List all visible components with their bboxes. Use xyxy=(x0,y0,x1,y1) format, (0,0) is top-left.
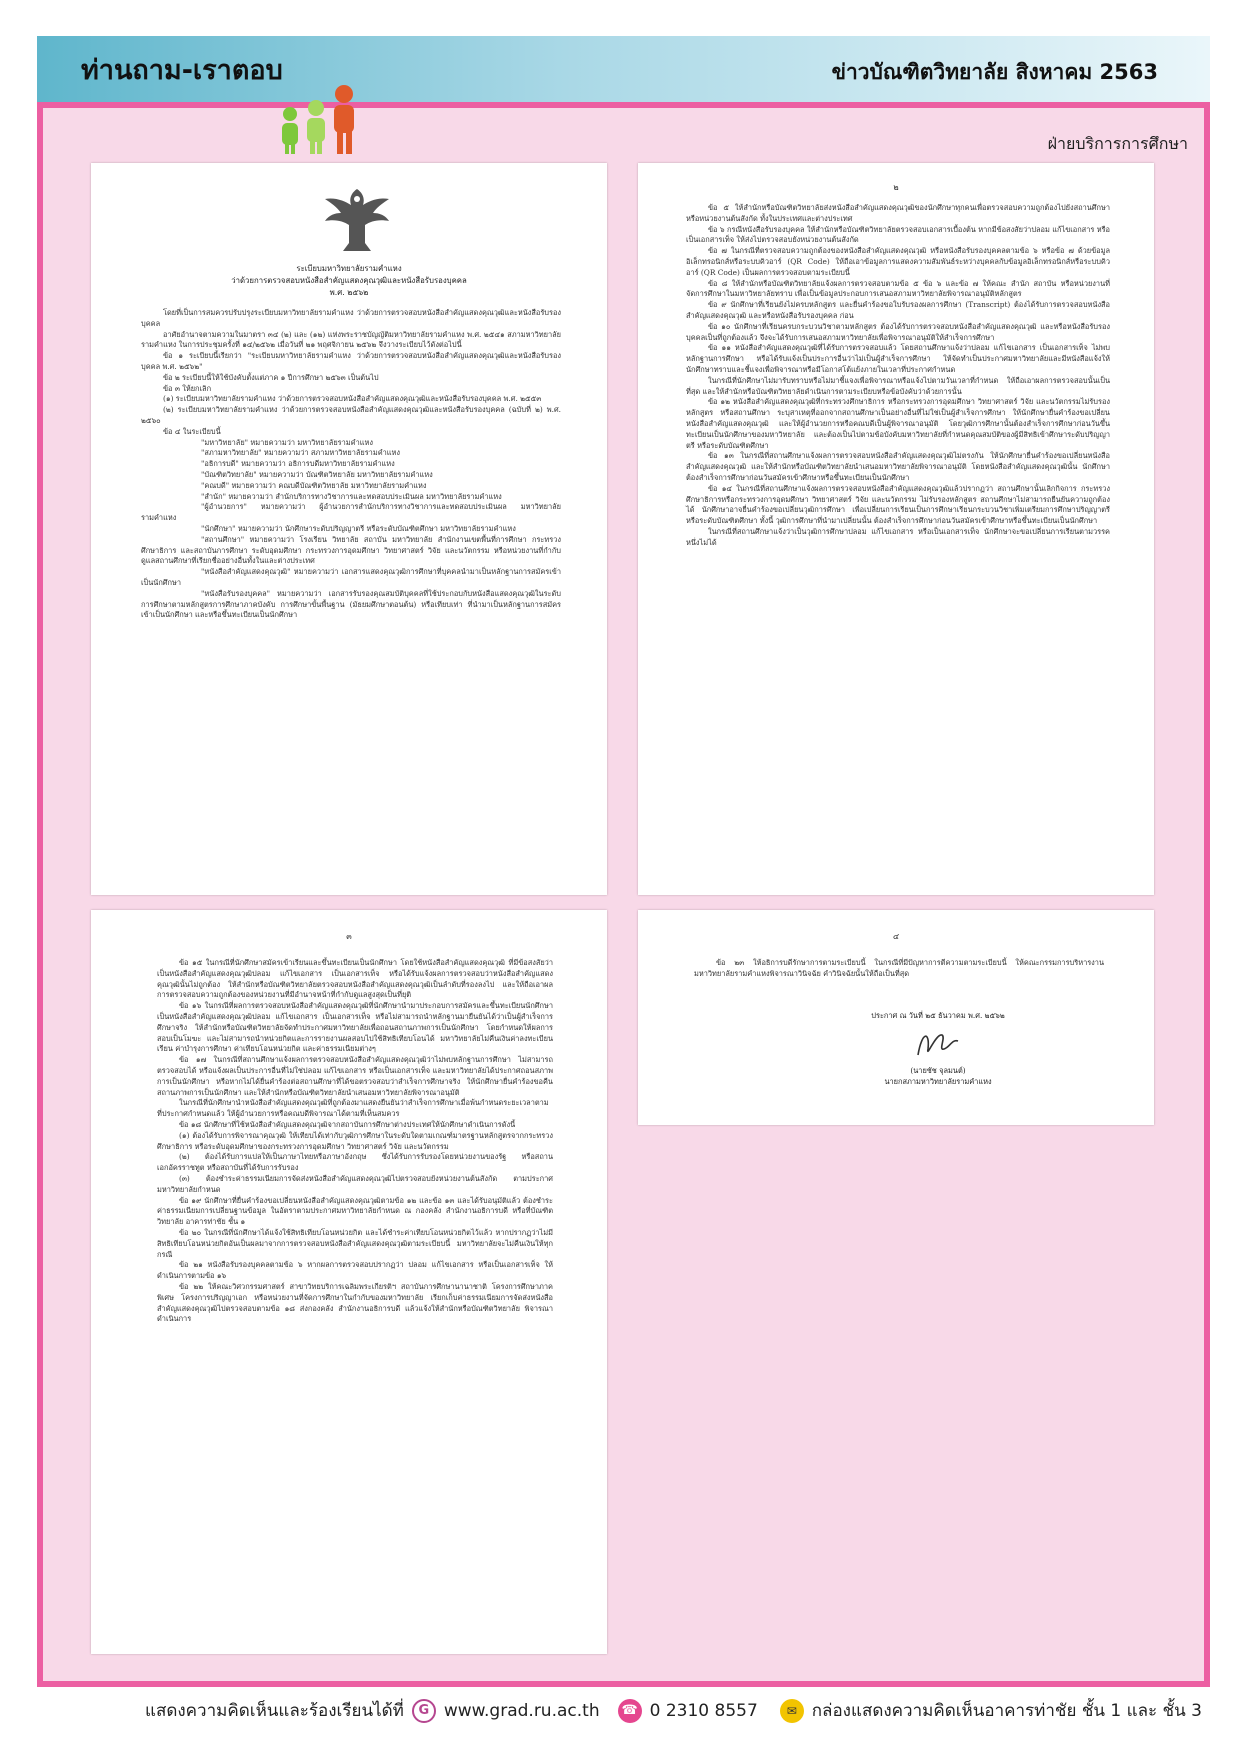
feedback-prompt: แสดงความคิดเห็นและร้องเรียนได้ที่ xyxy=(145,1701,404,1721)
paragraph: ข้อ ๑ ระเบียบนี้เรียกว่า "ระเบียบมหาวิทยาลัยรามคำแหง ว่าด้วยการตรวจสอบหนังสือสำคัญแสดงคุณวุฒิและหนังสือรับรองบุคคล พ.ศ. ๒๕๖๒" xyxy=(141,351,561,371)
paragraph: (๓) ต้องชำระค่าธรรมเนียมการจัดส่งหนังสือสำคัญแสดงคุณวุฒิไปตรวจสอบยังหน่วยงานต้นสังกัด ตามประกาศมหาวิทยาลัยกำหนด xyxy=(157,1173,553,1194)
paragraph: ข้อ ๑๙ นักศึกษาที่ยื่นคำร้องขอเปลี่ยนหนังสือสำคัญแสดงคุณวุฒิตามข้อ ๑๒ และข้อ ๑๓ และได้รับอนุมัติแล้ว ต้องชำระค่าธรรมเนียมการเปลี่ยนฐานข้อมูล ในอัตราตามประกาศมหาวิทยาลัยกำหนด ณ กองคลัง สำนักงานอธิการบดี หรือที่บัณฑิตวิทยาลัย อาคารท่าชัย ชั้น ๑ xyxy=(157,1195,553,1227)
paragraph: ข้อ ๓ ให้ยกเลิก xyxy=(163,383,212,393)
phone-icon: ☎ xyxy=(618,1699,642,1723)
section-title: ท่านถาม-เราตอบ xyxy=(81,55,283,86)
paragraph: ข้อ ๑๖ ในกรณีที่ผลการตรวจสอบหนังสือสำคัญแสดงคุณวุฒิที่นักศึกษานำมาประกอบการสมัครและขึ้นทะเบียนนักศึกษา เป็นหนังสือสำคัญแสดงคุณวุฒิปลอม แก้ไขเอกสาร เป็นเอกสารเท็จ หรือไม่สามารถนำหลักฐานมายืนยันได้ว่าเป็นผู้สำเร็จการศึกษาจริง ให้สำนักหรือบัณฑิตวิทยาลัยจัดทำประกาศมหาวิทยาลัยเพื่อถอนสถานภาพการเป็นนักศึกษา โดยกำหนดให้ผลการสอบเป็นโมฆะ และไม่สามารถนำหน่วยกิตและการรายงานผลสอบไปใช้สิทธิเทียบโอนได้ มหาวิทยาลัยไม่คืนเงินค่าลงทะเบียนเรียน ค่าบำรุงการศึกษา ค่าเทียบโอนหน่วยกิต และค่าธรรมเนียมต่างๆ xyxy=(157,1001,553,1054)
suggestion-box-location: กล่องแสดงความคิดเห็นอาคารท่าชัย ชั้น 1 และ ชั้น 3 xyxy=(811,1701,1202,1721)
paragraph: ข้อ ๘ ให้สำนักหรือบัณฑิตวิทยาลัยแจ้งผลการตรวจสอบตามข้อ ๕ ข้อ ๖ และข้อ ๗ ให้คณะ สำนัก สถาบัน หรือหน่วยงานที่จัดการศึกษาในมหาวิทยาลัยทราบ เพื่อเป็นข้อมูลประกอบการเสนอสภามหาวิทยาลัยพิจารณาอนุมัติหลักสูตร xyxy=(686,278,1110,299)
header-band xyxy=(37,36,1210,102)
announcement-date: ประกาศ ณ วันที่ ๒๕ ธันวาคม พ.ศ. ๒๕๖๒ xyxy=(871,1011,1005,1020)
paragraph: (๑) ระเบียบมหาวิทยาลัยรามคำแหง ว่าด้วยการตรวจสอบหนังสือสำคัญแสดงคุณวุฒิและหนังสือรับรองบุคคล พ.ศ. ๒๕๕๓ xyxy=(163,394,542,404)
phone-number[interactable]: 0 2310 8557 xyxy=(649,1700,758,1721)
paragraph: "สำนัก" หมายความว่า สำนักบริการทางวิชาการและทดสอบประเมินผล มหาวิทยาลัยรามคำแหง xyxy=(201,491,502,501)
website-icon: G xyxy=(412,1699,436,1723)
paragraph: ข้อ ๑๑ หนังสือสำคัญแสดงคุณวุฒิที่ได้รับการตรวจสอบแล้ว โดยสถานศึกษาแจ้งว่าปลอม แก้ไขเอกสาร เป็นเอกสารเท็จ ไม่พบหลักฐานการศึกษา หรือได้รับแจ้งเป็นประการอื่นว่าไม่เป็นผู้สำเร็จการศึกษา ให้จัดทำเป็นประกาศมหาวิทยาลัยและมีหนังสือแจ้งให้นักศึกษาทราบและชี้แจงเพื่อพิจารณาหรือมีโอกาสโต้แย้งภายในเวลาที่ประกาศกำหนด xyxy=(686,343,1110,374)
contact-info xyxy=(145,1697,1202,1724)
paragraph: (๑) ต้องได้รับการพิจารณาคุณวุฒิ ให้เทียบได้เท่ากับวุฒิการศึกษาในระดับใดตามเกณฑ์มาตรฐานหลักสูตรจากกระทรวงศึกษาธิการ หรือระดับอุดมศึกษาของกระทรวงการอุดมศึกษา วิทยาศาสตร์ วิจัย และนวัตกรรม xyxy=(157,1130,553,1151)
paragraph: ข้อ ๙ นักศึกษาที่เรียนยังไม่ครบหลักสูตร และยื่นคำร้องขอใบรับรองผลการศึกษา (Transcript) ต้องได้รับการตรวจสอบหนังสือสำคัญแสดงคุณวุฒิ และหรือหนังสือรับรองบุคคล ก่อน xyxy=(686,300,1110,320)
paragraph: "นักศึกษา" หมายความว่า นักศึกษาระดับปริญญาตรี หรือระดับบัณฑิตศึกษา มหาวิทยาลัยรามคำแหง xyxy=(201,523,516,533)
paragraph: (๒) ระเบียบมหาวิทยาลัยรามคำแหง ว่าด้วยการตรวจสอบหนังสือสำคัญแสดงคุณวุฒิและหนังสือรับรองบุคคล (ฉบับที่ ๒) พ.ศ. ๒๕๖๐ xyxy=(141,405,561,425)
issue-title: ข่าวบัณฑิตวิทยาลัย สิงหาคม 2563 xyxy=(831,60,1158,84)
paragraph: ข้อ ๒ ระเบียบนี้ให้ใช้บังคับตั้งแต่ภาค ๑ ปีการศึกษา ๒๕๖๓ เป็นต้นไป xyxy=(163,372,379,382)
regulation-title xyxy=(151,263,547,299)
paragraph: "หนังสือรับรองบุคคล" หมายความว่า เอกสารรับรองคุณสมบัติบุคคลที่ใช้ประกอบกับหนังสือแสดงคุณวุฒิในระดับการศึกษาตามหลักสูตรการศึกษาภาคบังคับ การศึกษาขั้นพื้นฐาน (มัธยมศึกษาตอนต้น) หรือเทียบเท่า ที่นำมาเป็นหลักฐานการสมัครเข้าเป็นนักศึกษา และหรือขึ้นทะเบียนเป็นนักศึกษา xyxy=(141,588,561,620)
paragraph: ในกรณีที่สถานศึกษาแจ้งว่าเป็นวุฒิการศึกษาปลอม แก้ไขเอกสาร หรือเป็นเอกสารเท็จ นักศึกษาจะขอเปลี่ยนการเรียนตามวรรคหนึ่งไม่ได้ xyxy=(686,526,1110,547)
page-number: ๔ xyxy=(892,932,900,941)
paragraph: "สภามหาวิทยาลัย" หมายความว่า สภามหาวิทยาลัยรามคำแหง xyxy=(201,448,401,458)
paragraph: ข้อ ๑๕ ในกรณีที่นักศึกษาสมัครเข้าเรียนและขึ้นทะเบียนเป็นนักศึกษา โดยใช้หนังสือสำคัญแสดงคุณวุฒิ ที่มีข้อสงสัยว่าเป็นหนังสือสำคัญแสดงคุณวุฒิปลอม แก้ไขเอกสาร เป็นเอกสารเท็จ หรือได้รับแจ้งผลการตรวจสอบว่าหนังสือสำคัญแสดงคุณวุฒินั้นไม่ถูกต้อง ให้สำนักหรือบัณฑิตวิทยาลัยตรวจสอบหนังสือสำคัญแสดงคุณวุฒิเป็นลำดับที่รองลงไป และให้ถือเอาผลการตรวจสอบความถูกต้องของหน่วยงานที่มีอำนาจหน้าที่กำกับดูแลสูงสุดเป็นที่ยุติ xyxy=(157,958,553,1000)
paragraph: ข้อ ๒๒ ให้คณะวิศวกรรมศาสตร์ สาขาวิทยบริการเฉลิมพระเกียรติฯ สถาบันการศึกษานานาชาติ โครงการศึกษาภาคพิเศษ โครงการปริญญาเอก หรือหน่วยงานที่จัดการศึกษาในกำกับของมหาวิทยาลัย เรียกเก็บค่าธรรมเนียมการจัดส่งหนังสือสำคัญแสดงคุณวุฒิไปตรวจสอบตามข้อ ๑๘ ส่งกองคลัง สำนักงานอธิการบดี แล้วแจ้งให้สำนักหรือบัณฑิตวิทยาลัย พิจารณาดำเนินการ xyxy=(157,1281,553,1324)
paragraph: ข้อ ๒๑ หนังสือรับรองบุคคลตามข้อ ๖ หากผลการตรวจสอบปรากฏว่า ปลอม แก้ไขเอกสาร หรือเป็นเอกสารเท็จ ให้ดำเนินการตามข้อ ๑๖ xyxy=(157,1260,553,1281)
paragraph: ข้อ ๑๓ ในกรณีที่สถานศึกษาแจ้งผลการตรวจสอบหนังสือสำคัญแสดงคุณวุฒิไม่ตรงกัน ให้นักศึกษายื่นคำร้องขอเปลี่ยนหนังสือสำคัญแสดงคุณวุฒิ และให้สำนักหรือบัณฑิตวิทยาลัยนำเสนอมหาวิทยาลัยพิจารณาอนุมัติ โดยหนังสือสำคัญแสดงคุณวุฒินั้น นักศึกษาต้องสำเร็จการศึกษาก่อนวันสมัครเข้าศึกษาหรือขึ้นทะเบียนเป็นนักศึกษา xyxy=(686,451,1110,482)
page-number: ๒ xyxy=(893,183,899,192)
title-line: ระเบียบมหาวิทยาลัยรามคำแหง xyxy=(296,264,402,273)
paragraph: "บัณฑิตวิทยาลัย" หมายความว่า บัณฑิตวิทยาลัย มหาวิทยาลัยรามคำแหง xyxy=(201,469,433,479)
paragraph: ข้อ ๒๐ ในกรณีที่นักศึกษาได้แจ้งใช้สิทธิเทียบโอนหน่วยกิต และได้ชำระค่าเทียบโอนหน่วยกิตไว้แล้ว หากปรากฏว่าไม่มีสิทธิเทียบโอนหน่วยกิตอันเป็นผลมาจากการตรวจสอบหนังสือสำคัญแสดงคุณวุฒิตามระเบียบนี้ มหาวิทยาลัยจะไม่คืนเงินให้ทุกกรณี xyxy=(157,1227,553,1259)
page-1-body xyxy=(141,308,561,621)
document-page-4 xyxy=(638,910,1154,1125)
paragraph: ข้อ ๗ ในกรณีที่ตรวจสอบความถูกต้องของหนังสือสำคัญแสดงคุณวุฒิ หรือหนังสือรับรองบุคคลตามข้อ ๖ หรือข้อ ๗ ด้วยข้อมูลอิเล็กทรอนิกส์หรือระบบคิวอาร์ (QR Code) ให้ถือเอาข้อมูลการแสดงความสัมพันธ์ระหว่างบุคคลกับข้อมูลอิเล็กทรอนิกส์หรือระบบคิวอาร์ (QR Code) เป็นผลการตรวจสอบตามระเบียบนี้ xyxy=(686,246,1110,277)
department-label: ฝ่ายบริการการศึกษา xyxy=(1047,134,1188,153)
paragraph: โดยที่เป็นการสมควรปรับปรุงระเบียบมหาวิทยาลัยรามคำแหง ว่าด้วยการตรวจสอบหนังสือสำคัญแสดงคุณวุฒิและหนังสือรับรองบุคคล xyxy=(141,308,561,328)
website-link[interactable]: www.grad.ru.ac.th xyxy=(443,1700,600,1721)
paragraph: อาศัยอำนาจตามความในมาตรา ๓๔ (๒) และ (๑๒) แห่งพระราชบัญญัติมหาวิทยาลัยรามคำแหง พ.ศ. ๒๕๔๑ สภามหาวิทยาลัยรามคำแหง ในการประชุมครั้งที่ ๑๔/๒๕๖๒ เมื่อวันที่ ๒๑ พฤศจิกายน ๒๕๖๒ จึงวางระเบียบไว้ดังต่อไปนี้ xyxy=(141,329,561,350)
page-2-body xyxy=(686,203,1110,549)
paragraph: "หนังสือสำคัญแสดงคุณวุฒิ" หมายความว่า เอกสารแสดงคุณวุฒิการศึกษาที่บุคคลนำมาเป็นหลักฐานการสมัครเข้าเป็นนักศึกษา xyxy=(141,567,561,587)
paragraph: ข้อ ๒๓ ให้อธิการบดีรักษาการตามระเบียบนี้ ในกรณีที่มีปัญหาการตีความตามระเบียบนี้ ให้คณะกรรมการบริหารงานมหาวิทยาลัยรามคำแหงพิจารณาวินิจฉัย คำวินิจฉัยนั้นให้ถือเป็นที่สุด xyxy=(694,958,1104,978)
paragraph: "มหาวิทยาลัย" หมายความว่า มหาวิทยาลัยรามคำแหง xyxy=(201,437,373,447)
paragraph: ข้อ ๔ ในระเบียบนี้ xyxy=(163,426,221,436)
paragraph: ข้อ ๕ ให้สำนักหรือบัณฑิตวิทยาลัยส่งหนังสือสำคัญแสดงคุณวุฒิของนักศึกษาทุกคนเพื่อตรวจสอบความถูกต้องไปยังสถานศึกษา หรือหน่วยงานต้นสังกัด ทั้งในประเทศและต่างประเทศ xyxy=(686,203,1110,223)
paragraph: ข้อ ๑๗ ในกรณีที่สถานศึกษาแจ้งผลการตรวจสอบหนังสือสำคัญแสดงคุณวุฒิว่าไม่พบหลักฐานการศึกษา ไม่สามารถตรวจสอบได้ หรือแจ้งผลเป็นประการอื่นที่ไม่ใช่ปลอม แก้ไขเอกสาร หรือเป็นเอกสารเท็จ และมหาวิทยาลัยได้ประกาศถอนสภาพการเป็นนักศึกษา หรือหากไม่ได้ยื่นคำร้องต่อสถานศึกษาที่ได้ขอตรวจสอบว่าสำเร็จการศึกษาจริง ให้นักศึกษายื่นคำร้องขอคืนสถานภาพการเป็นนักศึกษา และให้สำนักหรือบัณฑิตวิทยาลัยนำเสนอมหาวิทยาลัยพิจารณาอนุมัติ xyxy=(157,1055,553,1097)
paragraph: ข้อ ๑๘ นักศึกษาที่ใช้หนังสือสำคัญแสดงคุณวุฒิจากสถาบันการศึกษาต่างประเทศให้นักศึกษาดำเนินการดังนี้ xyxy=(179,1119,516,1129)
signer-title: นายกสภามหาวิทยาลัยรามคำแหง xyxy=(884,1077,992,1086)
paragraph: "ผู้อำนวยการ" หมายความว่า ผู้อำนวยการสำนักบริการทางวิชาการและทดสอบประเมินผล มหาวิทยาลัยรามคำแหง xyxy=(141,502,561,523)
paragraph: (๒) ต้องได้รับการแปลให้เป็นภาษาไทยหรือภาษาอังกฤษ ซึ่งได้รับการรับรองโดยหน่วยงานของรัฐ หรือสถานเอกอัครราชทูต หรือสถาบันที่ได้รับการรับรอง xyxy=(157,1152,553,1173)
title-line: ว่าด้วยการตรวจสอบหนังสือสำคัญแสดงคุณวุฒิและหนังสือรับรองบุคคล xyxy=(231,276,467,285)
footer-bar xyxy=(37,1687,1210,1734)
document-page-3 xyxy=(91,910,607,1654)
paragraph: ข้อ ๑๐ นักศึกษาที่เรียนครบกระบวนวิชาตามหลักสูตร ต้องได้รับการตรวจสอบหนังสือสำคัญแสดงคุณวุฒิ และหรือหนังสือรับรองบุคคลเป็นที่ถูกต้องแล้ว จึงจะได้รับการเสนอสภามหาวิทยาลัยเพื่อพิจารณาอนุมัติให้สำเร็จการศึกษา xyxy=(686,321,1110,342)
paragraph: ข้อ ๖ กรณีหนังสือรับรองบุคคล ให้สำนักหรือบัณฑิตวิทยาลัยตรวจสอบเอกสารเบื้องต้น หากมีข้อสงสัยว่าปลอม แก้ไขเอกสาร หรือเป็นเอกสารเท็จ ให้ส่งไปตรวจสอบยังหน่วยงานต้นสังกัด xyxy=(686,224,1110,245)
paragraph: "อธิการบดี" หมายความว่า อธิการบดีมหาวิทยาลัยรามคำแหง xyxy=(201,459,395,469)
signature-block xyxy=(788,1010,1088,1087)
paragraph: "สถานศึกษา" หมายความว่า โรงเรียน วิทยาลัย สถาบัน มหาวิทยาลัย สำนักงานเขตพื้นที่การศึกษา กระทรวงศึกษาธิการ และสถาบันการศึกษา ระดับอุดมศึกษา กระทรวงการอุดมศึกษา วิทยาศาสตร์ วิจัย และนวัตกรรม หรือหน่วยงานที่กำกับดูแลสถานศึกษาที่เรียกชื่ออย่างอื่นทั้งในและต่างประเทศ xyxy=(141,534,561,566)
page-number: ๓ xyxy=(346,932,352,941)
paragraph: ในกรณีที่นักศึกษาไม่มารับทราบหรือไม่มาชี้แจงเพื่อพิจารณาหรือแจ้งไปตามวันเวลาที่กำหนด ให้ถือเอาผลการตรวจสอบนั้นเป็นที่สุด และให้สำนักหรือบัณฑิตวิทยาลัยดำเนินการตามระเบียบหรือข้อบังคับว่าด้วยการนั้น xyxy=(686,375,1110,396)
paragraph: ข้อ ๑๒ หนังสือสำคัญแสดงคุณวุฒิที่กระทรวงศึกษาธิการ หรือกระทรวงการอุดมศึกษา วิทยาศาสตร์ วิจัย และนวัตกรรมไม่รับรองหลักสูตร หรือสถานศึกษา ระบุสาเหตุที่ออกจากสถานศึกษาเป็นอย่างอื่นที่ไม่ใช่เป็นผู้สำเร็จการศึกษา ให้นักศึกษายื่นคำร้องขอเปลี่ยนหนังสือสำคัญแสดงคุณวุฒิ และให้ผู้อำนวยการหรือคณบดีเป็นผู้พิจารณาอนุมัติ โดยวุฒิการศึกษานั้นต้องสำเร็จการศึกษาก่อนวันขึ้นทะเบียนเป็นนักศึกษาของมหาวิทยาลัย และต้องเป็นไปตามข้อบังคับมหาวิทยาลัยที่กำหนดคุณสมบัติของผู้มีสิทธิเข้าศึกษาระดับปริญญาตรี หรือระดับบัณฑิตศึกษา xyxy=(686,397,1110,450)
page-3-body xyxy=(157,958,553,1325)
signature-icon xyxy=(908,1025,968,1065)
page-4-body xyxy=(694,958,1104,980)
document-page-1 xyxy=(91,163,607,895)
garuda-emblem-icon xyxy=(321,185,393,255)
signer-name: (นายชัช จุลมนต์) xyxy=(910,1066,966,1075)
paragraph: ในกรณีที่นักศึกษานำหนังสือสำคัญแสดงคุณวุฒิที่ถูกต้องมาแสดงยืนยันว่าสำเร็จการศึกษาเมื่อพ้นกำหนดระยะเวลาตามที่ประกาศกำหนดแล้ว ให้ผู้อำนวยการหรือคณบดีพิจารณาได้ตามที่เห็นสมควร xyxy=(157,1098,549,1119)
suggestion-box-icon: ✉ xyxy=(780,1699,804,1723)
document-page-2 xyxy=(638,163,1154,895)
paragraph: ข้อ ๑๔ ในกรณีที่สถานศึกษาแจ้งผลการตรวจสอบหนังสือสำคัญแสดงคุณวุฒิแล้วปรากฏว่า สถานศึกษานั้นเลิกกิจการ กระทรวงศึกษาธิการหรือกระทรวงการอุดมศึกษา วิทยาศาสตร์ วิจัย และนวัตกรรม ไม่รับรองหลักสูตร สถานศึกษาไม่สามารถยืนยันความถูกต้องได้ นักศึกษาอาจยื่นคำร้องขอเปลี่ยนวุฒิการศึกษา เพื่อเปลี่ยนการเรียนเป็นการศึกษาเรียนกระบวนวิชาเพิ่มเตรียมการศึกษาปริญญาตรีหรือระดับบัณฑิตศึกษา ทั้งนี้ วุฒิการศึกษาที่นำมาเปลี่ยนนั้น ต้องสำเร็จการศึกษาก่อนวันสมัครเข้าศึกษาหรือขึ้นทะเบียนเป็นนักศึกษา xyxy=(686,483,1110,526)
people-icon xyxy=(276,84,364,156)
paragraph: "คณบดี" หมายความว่า คณบดีบัณฑิตวิทยาลัย มหาวิทยาลัยรามคำแหง xyxy=(201,480,427,490)
title-line: พ.ศ. ๒๕๖๒ xyxy=(329,288,369,297)
